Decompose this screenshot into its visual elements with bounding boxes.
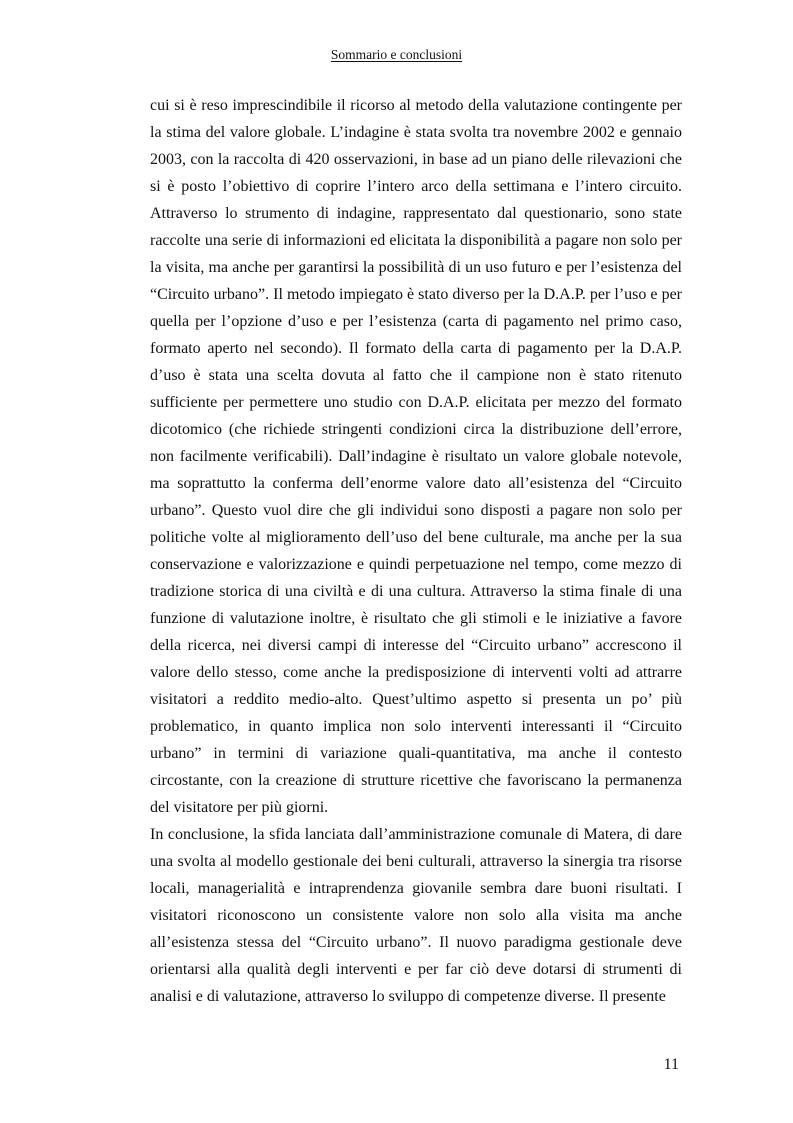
- document-body: [150, 92, 682, 1010]
- page-header: [0, 47, 793, 63]
- paragraph-2: In conclusione, la sfida lanciata dall’amministrazione comunale di Matera, di dare una svolta al modello gestionale dei beni culturali, attraverso la sinergia tra risorse locali, managerialità e intraprendenza giovanile sembra dare buoni risultati. I visitatori riconoscono un consistente valore non solo alla visita ma anche all’esistenza stessa del “Circuito urbano”. Il nuovo paradigma gestionale deve orientarsi alla qualità degli interventi e per far ciò deve dotarsi di strumenti di analisi e di valutazione, attraverso lo sviluppo di competenze diverse. Il presente: [150, 826, 682, 1005]
- page-number: 11: [663, 1056, 679, 1073]
- header-title: Sommario e conclusioni: [330, 47, 463, 62]
- paragraph-1: cui si è reso imprescindibile il ricorso al metodo della valutazione contingente per la stima del valore globale. L’indagine è stata svolta tra novembre 2002 e gennaio 2003, con la raccolta di 420 osservazioni, in base ad un piano delle rilevazioni che si è posto l’obiettivo di coprire l’intero arco della settimana e l’intero circuito. Attraverso lo strumento di indagine, rappresentato dal questionario, sono state raccolte una serie di informazioni ed elicitata la disponibilità a pagare non solo per la visita, ma anche per garantirsi la possibilità di un uso futuro e per l’esistenza del “Circuito urbano”. Il metodo impiegato è stato diverso per la D.A.P. per l’uso e per quella per l’opzione d’uso e per l’esistenza (carta di pagamento nel primo caso, formato aperto nel secondo). Il formato della carta di pagamento per la D.A.P. d’uso è stata una scelta dovuta al fatto che il campione non è stato ritenuto sufficiente per permettere uno studio con D.A.P. elicitata per mezzo del formato dicotomico (che richiede stringenti condizioni circa la distribuzione dell’errore, non facilmente verificabili). Dall’indagine è risultato un valore globale notevole, ma soprattutto la conferma dell’enorme valore dato all’esistenza del “Circuito urbano”. Questo vuol dire che gli individui sono disposti a pagare non solo per politiche volte al miglioramento dell’uso del bene culturale, ma anche per la sua conservazione e valorizzazione e quindi perpetuazione nel tempo, come mezzo di tradizione storica di una civiltà e di una cultura. Attraverso la stima finale di una funzione di valutazione inoltre, è risultato che gli stimoli e le iniziative a favore della ricerca, nei diversi campi di interesse del “Circuito urbano” accrescono il valore dello stesso, come anche la predisposizione di interventi volti ad attrarre visitatori a reddito medio-alto. Quest’ultimo aspetto si presenta un po’ più problematico, in quanto implica non solo interventi interessanti il “Circuito urbano” in termini di variazione quali-quantitativa, ma anche il contesto circostante, con la creazione di strutture ricettive che favoriscano la permanenza del visitatore per più giorni.: [150, 97, 682, 816]
